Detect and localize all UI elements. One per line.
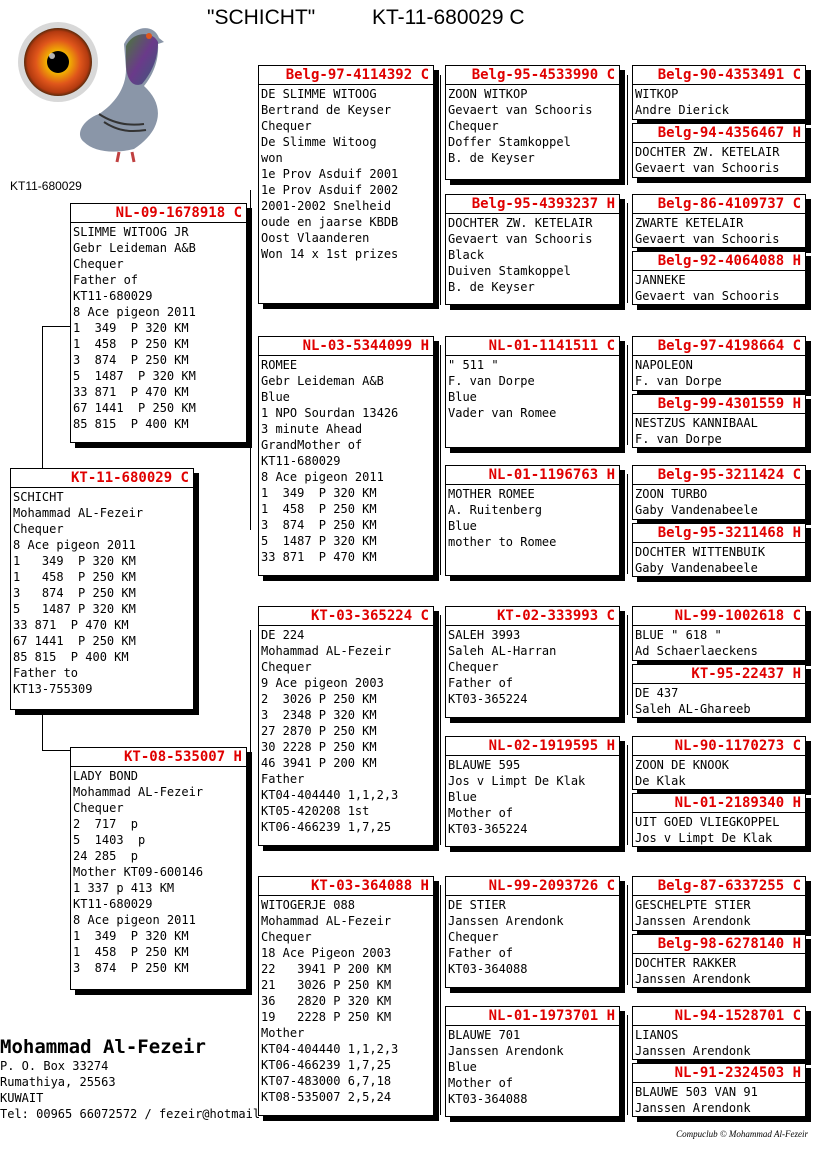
bird-details — [71, 223, 246, 433]
ring-number: NL-03-5344099 H — [259, 337, 433, 356]
ring-number: NL-01-2189340 H — [633, 794, 805, 813]
bird-detail-line: Father of — [73, 273, 139, 287]
bird-detail-line: 1 349 P 320 KM — [73, 321, 189, 335]
bird-details — [446, 214, 619, 296]
bird-detail-line: 33 871 P 470 KM — [261, 550, 377, 564]
bird-card-gen4 — [632, 736, 806, 790]
bird-card-gen4 — [632, 1006, 806, 1060]
ring-number: NL-09-1678918 C — [71, 204, 246, 223]
bird-detail-line: Father to — [13, 666, 79, 680]
bird-detail-line: 9 Ace pigeon 2003 — [261, 676, 384, 690]
bird-card-gen3 — [445, 606, 620, 718]
ring-number: NL-91-2324503 H — [633, 1064, 805, 1083]
bird-card-gen3 — [445, 1006, 620, 1117]
bird-detail-line: Janssen Arendonk — [635, 1101, 751, 1115]
bird-detail-line: KT06-466239 1,7,25 — [261, 1058, 392, 1072]
bird-card-gen4 — [632, 394, 806, 448]
bird-detail-line: 1 NPO Sourdan 13426 — [261, 406, 399, 420]
bird-detail-line: DE SLIMME WITOOG — [261, 87, 377, 101]
bird-details — [633, 543, 805, 577]
connector-line — [250, 630, 251, 960]
bird-detail-line: KT06-466239 1,7,25 — [261, 820, 392, 834]
bird-detail-line: Janssen Arendonk — [635, 914, 751, 928]
bird-detail-line: Chequer — [448, 660, 499, 674]
bird-detail-line: Mohammad AL-Fezeir — [13, 506, 144, 520]
bird-detail-line: DE 437 — [635, 686, 679, 700]
bird-detail-line: KT03-365224 — [448, 692, 528, 706]
bird-detail-line: KT07-483000 6,7,18 — [261, 1074, 392, 1088]
bird-detail-line: 1 458 P 250 KM — [73, 945, 189, 959]
bird-detail-line: Mother of — [448, 1076, 514, 1090]
bird-detail-line: Mother — [261, 1026, 305, 1040]
bird-details — [11, 488, 193, 698]
bird-detail-line: 21 3026 P 250 KM — [261, 978, 392, 992]
bird-details — [633, 214, 805, 248]
bird-detail-line: won — [261, 151, 283, 165]
bird-detail-line: 27 2870 P 250 KM — [261, 724, 377, 738]
bird-detail-line: WITKOP — [635, 87, 679, 101]
bird-details — [446, 1026, 619, 1108]
ring-number: NL-99-1002618 C — [633, 607, 805, 626]
bird-card-gen4 — [632, 194, 806, 248]
bird-detail-line: BLUE " 618 " — [635, 628, 722, 642]
bird-card-gen4 — [632, 793, 806, 847]
ring-number: Belg-90-4353491 C — [633, 66, 805, 85]
bird-details — [633, 626, 805, 660]
bird-detail-line: KT04-404440 1,1,2,3 — [261, 1042, 399, 1056]
owner-address-line: Rumathiya, 25563 — [0, 1075, 116, 1089]
connector-line — [250, 190, 251, 530]
bird-detail-line: 2001-2002 Snelheid — [261, 199, 392, 213]
bird-detail-line: BLAUWE 503 VAN 91 — [635, 1085, 758, 1099]
bird-details — [633, 485, 805, 519]
bird-detail-line: KT03-364088 — [448, 962, 528, 976]
bird-detail-line: KT08-535007 2,5,24 — [261, 1090, 392, 1104]
bird-details — [71, 767, 246, 977]
bird-card-gen4 — [632, 1063, 806, 1117]
bird-details — [259, 356, 433, 566]
bird-detail-line: B. de Keyser — [448, 151, 535, 165]
bird-detail-line: Chequer — [448, 930, 499, 944]
bird-detail-line: 1 349 P 320 KM — [13, 554, 136, 568]
bird-detail-line: Chequer — [261, 660, 312, 674]
bird-detail-line: De Klak — [635, 774, 686, 788]
bird-detail-line: ROMEE — [261, 358, 298, 372]
ring-number: KT-95-22437 H — [633, 665, 805, 684]
bird-detail-line: F. van Dorpe — [635, 432, 722, 446]
bird-details — [633, 143, 805, 177]
connector-line — [627, 474, 628, 574]
bird-detail-line: NESTZUS KANNIBAAL — [635, 416, 758, 430]
bird-detail-line: Chequer — [73, 801, 124, 815]
ring-number: Belg-94-4356467 H — [633, 124, 805, 143]
bird-detail-line: Gaby Vandenabeele — [635, 561, 758, 575]
bird-detail-line: ZOON TURBO — [635, 487, 708, 501]
bird-detail-line: Black — [448, 248, 485, 262]
connector-line — [440, 75, 441, 305]
bird-card-gen3 — [445, 465, 620, 576]
bird-detail-line: Gebr Leideman A&B — [73, 241, 196, 255]
bird-detail-line: Gevaert van Schooris — [448, 103, 593, 117]
bird-card-gen4 — [632, 465, 806, 520]
bird-detail-line: MOTHER ROMEE — [448, 487, 535, 501]
bird-details — [259, 85, 433, 263]
bird-detail-line: GrandMother of — [261, 438, 363, 452]
bird-detail-line: 5 1487 P 320 KM — [73, 369, 196, 383]
bird-detail-line: Jos v Limpt De Klak — [635, 831, 773, 845]
bird-details — [633, 954, 805, 988]
bird-card-gen4 — [632, 123, 806, 178]
bird-detail-line: 1 349 P 320 KM — [73, 929, 189, 943]
bird-detail-line: Chequer — [261, 119, 312, 133]
ring-number: KT-02-333993 C — [446, 607, 619, 626]
bird-detail-line: LIANOS — [635, 1028, 679, 1042]
bird-detail-line: Janssen Arendonk — [448, 1044, 564, 1058]
owner-address-line: P. O. Box 33274 — [0, 1059, 109, 1073]
bird-card-gen4 — [632, 251, 806, 305]
bird-detail-line: 8 Ace pigeon 2011 — [261, 470, 384, 484]
bird-detail-line: KT11-680029 — [261, 454, 341, 468]
bird-detail-line: 19 2228 P 250 KM — [261, 1010, 392, 1024]
connector-line — [440, 615, 441, 845]
bird-card-sire — [70, 203, 247, 443]
bird-detail-line: Blue — [448, 519, 477, 533]
bird-detail-line: 2 717 p — [73, 817, 139, 831]
bird-detail-line: KT13-755309 — [13, 682, 93, 696]
ring-number: NL-94-1528701 C — [633, 1007, 805, 1026]
bird-detail-line: ZOON WITKOP — [448, 87, 528, 101]
ring-number: Belg-95-4393237 H — [446, 195, 619, 214]
bird-detail-line: Jos v Limpt De Klak — [448, 774, 586, 788]
ring-number: NL-01-1196763 H — [446, 466, 619, 485]
bird-card-gen3 — [445, 736, 620, 847]
bird-detail-line: Chequer — [13, 522, 64, 536]
bird-card-gen3 — [445, 65, 620, 180]
connector-line — [440, 345, 441, 575]
connector-line — [627, 203, 628, 303]
bird-detail-line: UIT GOED VLIEGKOPPEL — [635, 815, 780, 829]
bird-detail-line: 85 815 P 400 KM — [73, 417, 189, 431]
bird-detail-line: Mother of — [448, 806, 514, 820]
bird-details — [633, 1026, 805, 1060]
bird-detail-line: Janssen Arendonk — [448, 914, 564, 928]
bird-detail-line: Blue — [448, 1060, 477, 1074]
bird-detail-line: 36 2820 P 320 KM — [261, 994, 392, 1008]
bird-card-gen4 — [632, 523, 806, 577]
connector-line — [627, 745, 628, 845]
bird-detail-line: 8 Ace pigeon 2011 — [73, 913, 196, 927]
bird-detail-line: Mohammad AL-Fezeir — [261, 644, 392, 658]
connector-line — [42, 326, 70, 327]
bird-details — [259, 896, 433, 1106]
bird-card-dam-dam — [258, 876, 434, 1116]
bird-detail-line: DOCHTER RAKKER — [635, 956, 737, 970]
bird-detail-line: Chequer — [448, 119, 499, 133]
bird-detail-line: 3 minute Ahead — [261, 422, 363, 436]
ring-number: Belg-99-4301559 H — [633, 395, 805, 414]
bird-detail-line: SCHICHT — [13, 490, 64, 504]
pigeon-name: "SCHICHT" — [207, 6, 316, 29]
bird-detail-line: 67 1441 P 250 KM — [13, 634, 136, 648]
ring-number: Belg-97-4114392 C — [259, 66, 433, 85]
ring-number: Belg-87-6337255 C — [633, 877, 805, 896]
bird-detail-line: JANNEKE — [635, 273, 686, 287]
bird-card-gen4 — [632, 934, 806, 988]
bird-detail-line: Father — [261, 772, 305, 786]
bird-details — [446, 896, 619, 978]
bird-detail-line: 5 1487 P 320 KM — [261, 534, 377, 548]
bird-detail-line: Blue — [261, 390, 290, 404]
bird-details — [633, 756, 805, 790]
bird-detail-line: Bertrand de Keyser — [261, 103, 392, 117]
connector-line — [627, 345, 628, 445]
bird-detail-line: NAPOLEON — [635, 358, 693, 372]
bird-detail-line: 24 285 p — [73, 849, 139, 863]
bird-card-gen3 — [445, 876, 620, 988]
bird-detail-line: 1 337 p 413 KM — [73, 881, 175, 895]
bird-detail-line: LADY BOND — [73, 769, 139, 783]
bird-card-dam-sire — [258, 606, 434, 846]
ring-number: NL-02-1919595 H — [446, 737, 619, 756]
bird-detail-line: 85 815 P 400 KM — [13, 650, 129, 664]
bird-detail-line: Blue — [448, 390, 477, 404]
ring-number: NL-90-1170273 C — [633, 737, 805, 756]
bird-details — [633, 356, 805, 390]
bird-detail-line: " 511 " — [448, 358, 499, 372]
bird-detail-line: BLAUWE 595 — [448, 758, 521, 772]
bird-detail-line: DOCHTER WITTENBUIK — [635, 545, 766, 559]
bird-detail-line: KT04-404440 1,1,2,3 — [261, 788, 399, 802]
bird-detail-line: Saleh AL-Harran — [448, 644, 557, 658]
ring-number: Belg-95-3211468 H — [633, 524, 805, 543]
bird-detail-line: KT11-680029 — [73, 897, 153, 911]
bird-detail-line: 5 1487 P 320 KM — [13, 602, 136, 616]
pigeon-ring: KT-11-680029 C — [372, 6, 525, 29]
bird-card-gen4 — [632, 65, 806, 120]
bird-details — [446, 356, 619, 422]
bird-detail-line: Duiven Stamkoppel — [448, 264, 571, 278]
bird-card-gen4 — [632, 336, 806, 391]
bird-detail-line: F. van Dorpe — [635, 374, 722, 388]
bird-detail-line: Mohammad AL-Fezeir — [261, 914, 392, 928]
ring-number: KT-03-365224 C — [259, 607, 433, 626]
owner-contact: Tel: 00965 66072572 / fezeir@hotmail. — [0, 1107, 268, 1121]
bird-detail-line: Gebr Leideman A&B — [261, 374, 384, 388]
bird-detail-line: Saleh AL-Ghareeb — [635, 702, 751, 716]
bird-detail-line: Chequer — [261, 930, 312, 944]
bird-detail-line: Father of — [448, 676, 514, 690]
bird-detail-line: 3 874 P 250 KM — [261, 518, 377, 532]
bird-details — [633, 271, 805, 305]
bird-detail-line: 8 Ace pigeon 2011 — [13, 538, 136, 552]
bird-detail-line: 33 871 P 470 KM — [13, 618, 129, 632]
ring-number: KT-11-680029 C — [11, 469, 193, 488]
bird-detail-line: mother to Romee — [448, 535, 557, 549]
bird-details — [633, 414, 805, 448]
bird-detail-line: 1 458 P 250 KM — [73, 337, 189, 351]
bird-detail-line: A. Ruitenberg — [448, 503, 542, 517]
owner-name: Mohammad Al-Fezeir — [0, 1036, 206, 1058]
bird-detail-line: 1e Prov Asduif 2002 — [261, 183, 399, 197]
bird-card-gen4 — [632, 876, 806, 931]
bird-detail-line: KT03-365224 — [448, 822, 528, 836]
bird-detail-line: DOCHTER ZW. KETELAIR — [448, 216, 593, 230]
bird-detail-line: DOCHTER ZW. KETELAIR — [635, 145, 780, 159]
ring-number: Belg-95-4533990 C — [446, 66, 619, 85]
bird-detail-line: 46 3941 P 200 KM — [261, 756, 377, 770]
bird-details — [446, 485, 619, 551]
bird-detail-line: 1 458 P 250 KM — [261, 502, 377, 516]
bird-detail-line: F. van Dorpe — [448, 374, 535, 388]
bird-detail-line: Chequer — [73, 257, 124, 271]
bird-detail-line: 3 2348 P 320 KM — [261, 708, 377, 722]
ring-number: Belg-98-6278140 H — [633, 935, 805, 954]
bird-details — [446, 85, 619, 167]
bird-detail-line: DE STIER — [448, 898, 506, 912]
ring-number: NL-99-2093726 C — [446, 877, 619, 896]
bird-card-gen3 — [445, 194, 620, 305]
copyright-footer: Compuclub © Mohammad Al-Fezeir — [676, 1129, 808, 1139]
ring-number: NL-01-1973701 H — [446, 1007, 619, 1026]
logo-caption: KT11-680029 — [10, 179, 82, 193]
connector-line — [627, 1015, 628, 1115]
bird-detail-line: Oost Vlaanderen — [261, 231, 370, 245]
bird-detail-line: 1 458 P 250 KM — [13, 570, 136, 584]
pigeon-eye-logo — [14, 14, 174, 164]
bird-detail-line: GESCHELPTE STIER — [635, 898, 751, 912]
ring-number: Belg-92-4064088 H — [633, 252, 805, 271]
bird-card-gen4 — [632, 664, 806, 718]
ring-number: KT-08-535007 H — [71, 748, 246, 767]
bird-detail-line: Gevaert van Schooris — [635, 161, 780, 175]
owner-block — [0, 1036, 267, 1122]
bird-detail-line: KT11-680029 — [73, 289, 153, 303]
connector-line — [440, 885, 441, 1115]
bird-detail-line: Doffer Stamkoppel — [448, 135, 571, 149]
bird-detail-line: 1 349 P 320 KM — [261, 486, 377, 500]
bird-detail-line: oude en jaarse KBDB — [261, 215, 399, 229]
bird-detail-line: SLIMME WITOOG JR — [73, 225, 189, 239]
bird-detail-line: Father of — [448, 946, 514, 960]
bird-detail-line: Mother KT09-600146 — [73, 865, 204, 879]
bird-detail-line: 3 874 P 250 KM — [13, 586, 136, 600]
bird-details — [633, 896, 805, 930]
connector-line — [627, 75, 628, 185]
bird-card-gen3 — [445, 336, 620, 448]
bird-detail-line: ZWARTE KETELAIR — [635, 216, 744, 230]
bird-card-dam — [70, 747, 247, 990]
bird-detail-line: 1e Prov Asduif 2001 — [261, 167, 399, 181]
bird-detail-line: 33 871 P 470 KM — [73, 385, 189, 399]
bird-detail-line: B. de Keyser — [448, 280, 535, 294]
bird-detail-line: Gaby Vandenabeele — [635, 503, 758, 517]
bird-detail-line: 2 3026 P 250 KM — [261, 692, 377, 706]
ring-number: Belg-95-3211424 C — [633, 466, 805, 485]
bird-detail-line: KT03-364088 — [448, 1092, 528, 1106]
ring-number: NL-01-1141511 C — [446, 337, 619, 356]
bird-detail-line: Gevaert van Schooris — [448, 232, 593, 246]
bird-detail-line: WITOGERJE 088 — [261, 898, 355, 912]
bird-detail-line: Janssen Arendonk — [635, 1044, 751, 1058]
bird-card-sire-dam — [258, 336, 434, 576]
bird-detail-line: 22 3941 P 200 KM — [261, 962, 392, 976]
bird-details — [633, 85, 805, 119]
bird-details — [446, 626, 619, 708]
bird-detail-line: Janssen Arendonk — [635, 972, 751, 986]
owner-address-line: KUWAIT — [0, 1091, 44, 1105]
ring-number: Belg-97-4198664 C — [633, 337, 805, 356]
connector-line — [42, 750, 70, 751]
bird-detail-line: KT05-420208 1st — [261, 804, 370, 818]
bird-detail-line: 3 874 P 250 KM — [73, 353, 189, 367]
connector-line — [627, 615, 628, 715]
bird-detail-line: Ad Schaerlaeckens — [635, 644, 758, 658]
connector-line — [627, 885, 628, 985]
bird-detail-line: 67 1441 P 250 KM — [73, 401, 196, 415]
bird-detail-line: 8 Ace pigeon 2011 — [73, 305, 196, 319]
bird-details — [259, 626, 433, 836]
bird-detail-line: Vader van Romee — [448, 406, 557, 420]
bird-detail-line: Gevaert van Schooris — [635, 232, 780, 246]
bird-detail-line: Blue — [448, 790, 477, 804]
bird-detail-line: 3 874 P 250 KM — [73, 961, 189, 975]
ring-number: Belg-86-4109737 C — [633, 195, 805, 214]
bird-detail-line: Mohammad AL-Fezeir — [73, 785, 204, 799]
bird-detail-line: DE 224 — [261, 628, 305, 642]
bird-detail-line: ZOON DE KNOOK — [635, 758, 729, 772]
bird-details — [633, 1083, 805, 1117]
bird-detail-line: Gevaert van Schooris — [635, 289, 780, 303]
bird-card-subject — [10, 468, 194, 710]
bird-card-sire-sire — [258, 65, 434, 304]
bird-detail-line: SALEH 3993 — [448, 628, 521, 642]
bird-detail-line: Andre Dierick — [635, 103, 729, 117]
bird-details — [633, 813, 805, 847]
bird-detail-line: De Slimme Witoog — [261, 135, 377, 149]
bird-detail-line: Won 14 x 1st prizes — [261, 247, 399, 261]
bird-detail-line: 5 1403 p — [73, 833, 146, 847]
bird-details — [633, 684, 805, 718]
bird-details — [446, 756, 619, 838]
bird-detail-line: BLAUWE 701 — [448, 1028, 521, 1042]
bird-detail-line: 18 Ace Pigeon 2003 — [261, 946, 392, 960]
bird-detail-line: 30 2228 P 250 KM — [261, 740, 377, 754]
ring-number: KT-03-364088 H — [259, 877, 433, 896]
bird-card-gen4 — [632, 606, 806, 661]
